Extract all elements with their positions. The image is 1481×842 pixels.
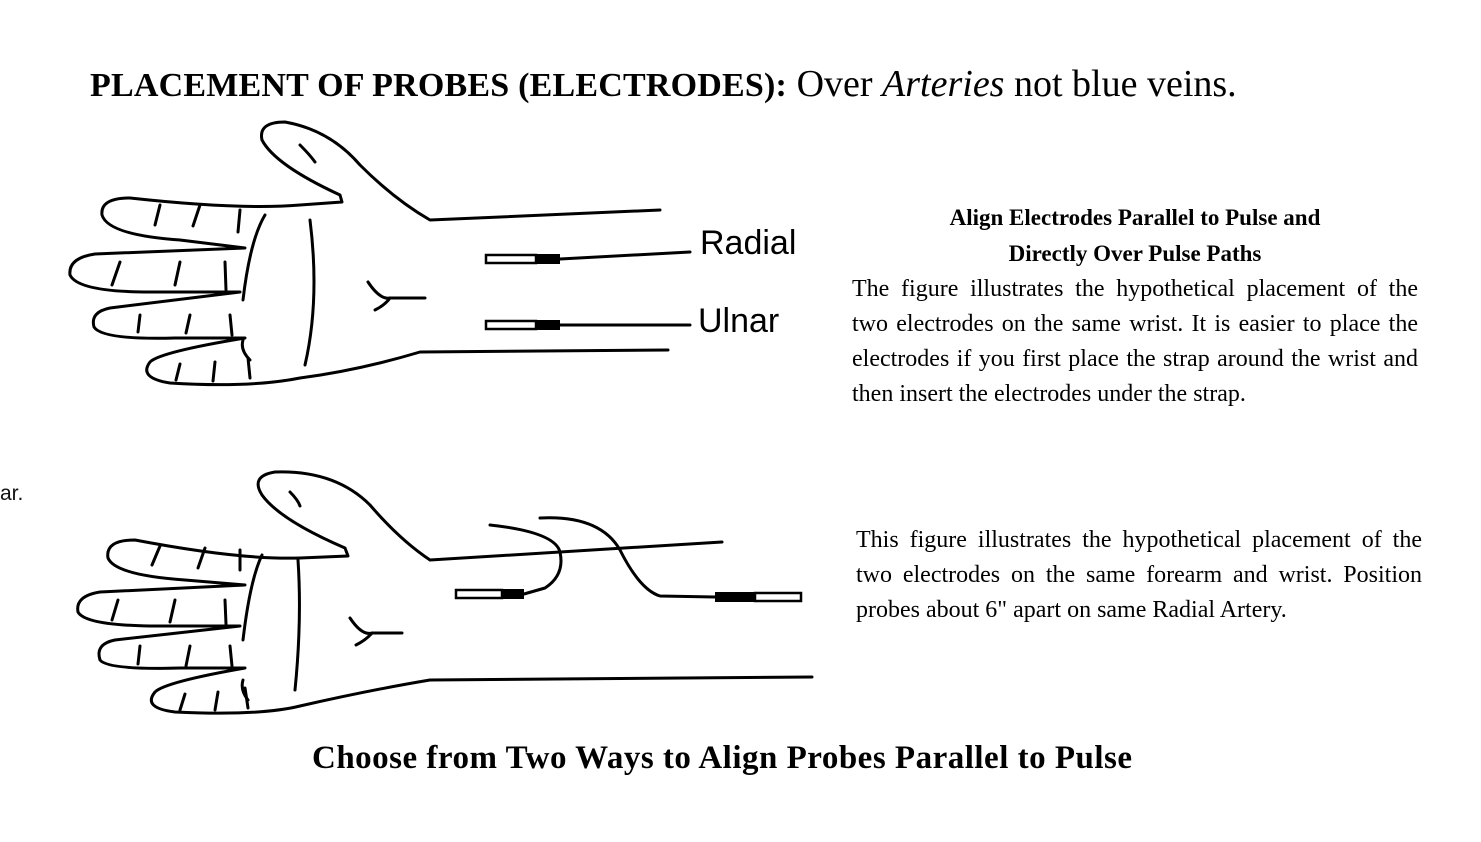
title-pre: Over — [787, 63, 883, 105]
thumb-crease-2 — [290, 492, 300, 506]
finger-base-line-2 — [242, 555, 262, 700]
hand-outline-1 — [70, 122, 668, 385]
radial-electrode — [486, 255, 536, 263]
title-post: not blue veins. — [1004, 63, 1237, 105]
probe-2-electrode — [755, 593, 801, 601]
probe-1-clip — [502, 589, 524, 599]
title-caps: PLACEMENT OF PROBES (ELECTRODES): — [90, 67, 788, 104]
radial-label: Radial — [700, 224, 797, 262]
section-1-heading-line-2: Directly Over Pulse Paths — [1008, 241, 1262, 266]
radial-electrode-clip — [536, 254, 560, 264]
ulnar-electrode-clip — [536, 320, 560, 330]
title-italic: Arteries — [882, 63, 1005, 105]
section-1-heading-line-1: Align Electrodes Parallel to Pulse and — [949, 205, 1321, 230]
hand-figure-1 — [70, 122, 690, 385]
footer-caption: Choose from Two Ways to Align Probes Parallel to Pulse — [312, 740, 1133, 776]
radial-wire — [560, 252, 690, 259]
section-2-body: This figure illustrates the hypothetical placement of the two electrodes on the same forearm and wrist. Position probes about 6" apart on same Radial Artery. — [856, 527, 1422, 623]
section-1-body: The figure illustrates the hypothetical placement of the two electrodes on the same wrist. It is easier to place the electrodes if you first place the strap around the wrist and then insert the electrodes under the strap. — [852, 276, 1418, 407]
hand-outline-2 — [78, 472, 812, 713]
hand-figure-2 — [78, 472, 812, 713]
palm-y-mark-2 — [350, 618, 402, 645]
palm-crease-2 — [295, 560, 299, 690]
probe-2-clip — [715, 592, 755, 602]
probe-1-wire — [490, 525, 561, 594]
thumb-crease-1 — [300, 145, 315, 162]
section-1-heading — [850, 200, 1420, 272]
probe-1-electrode — [456, 590, 502, 598]
ulnar-label: Ulnar — [698, 302, 780, 340]
ulnar-electrode — [486, 321, 536, 329]
palm-crease-1 — [305, 220, 314, 365]
probe-2-wire — [540, 518, 715, 597]
palm-y-mark-1 — [368, 282, 425, 310]
stray-text: ar. — [0, 482, 24, 505]
